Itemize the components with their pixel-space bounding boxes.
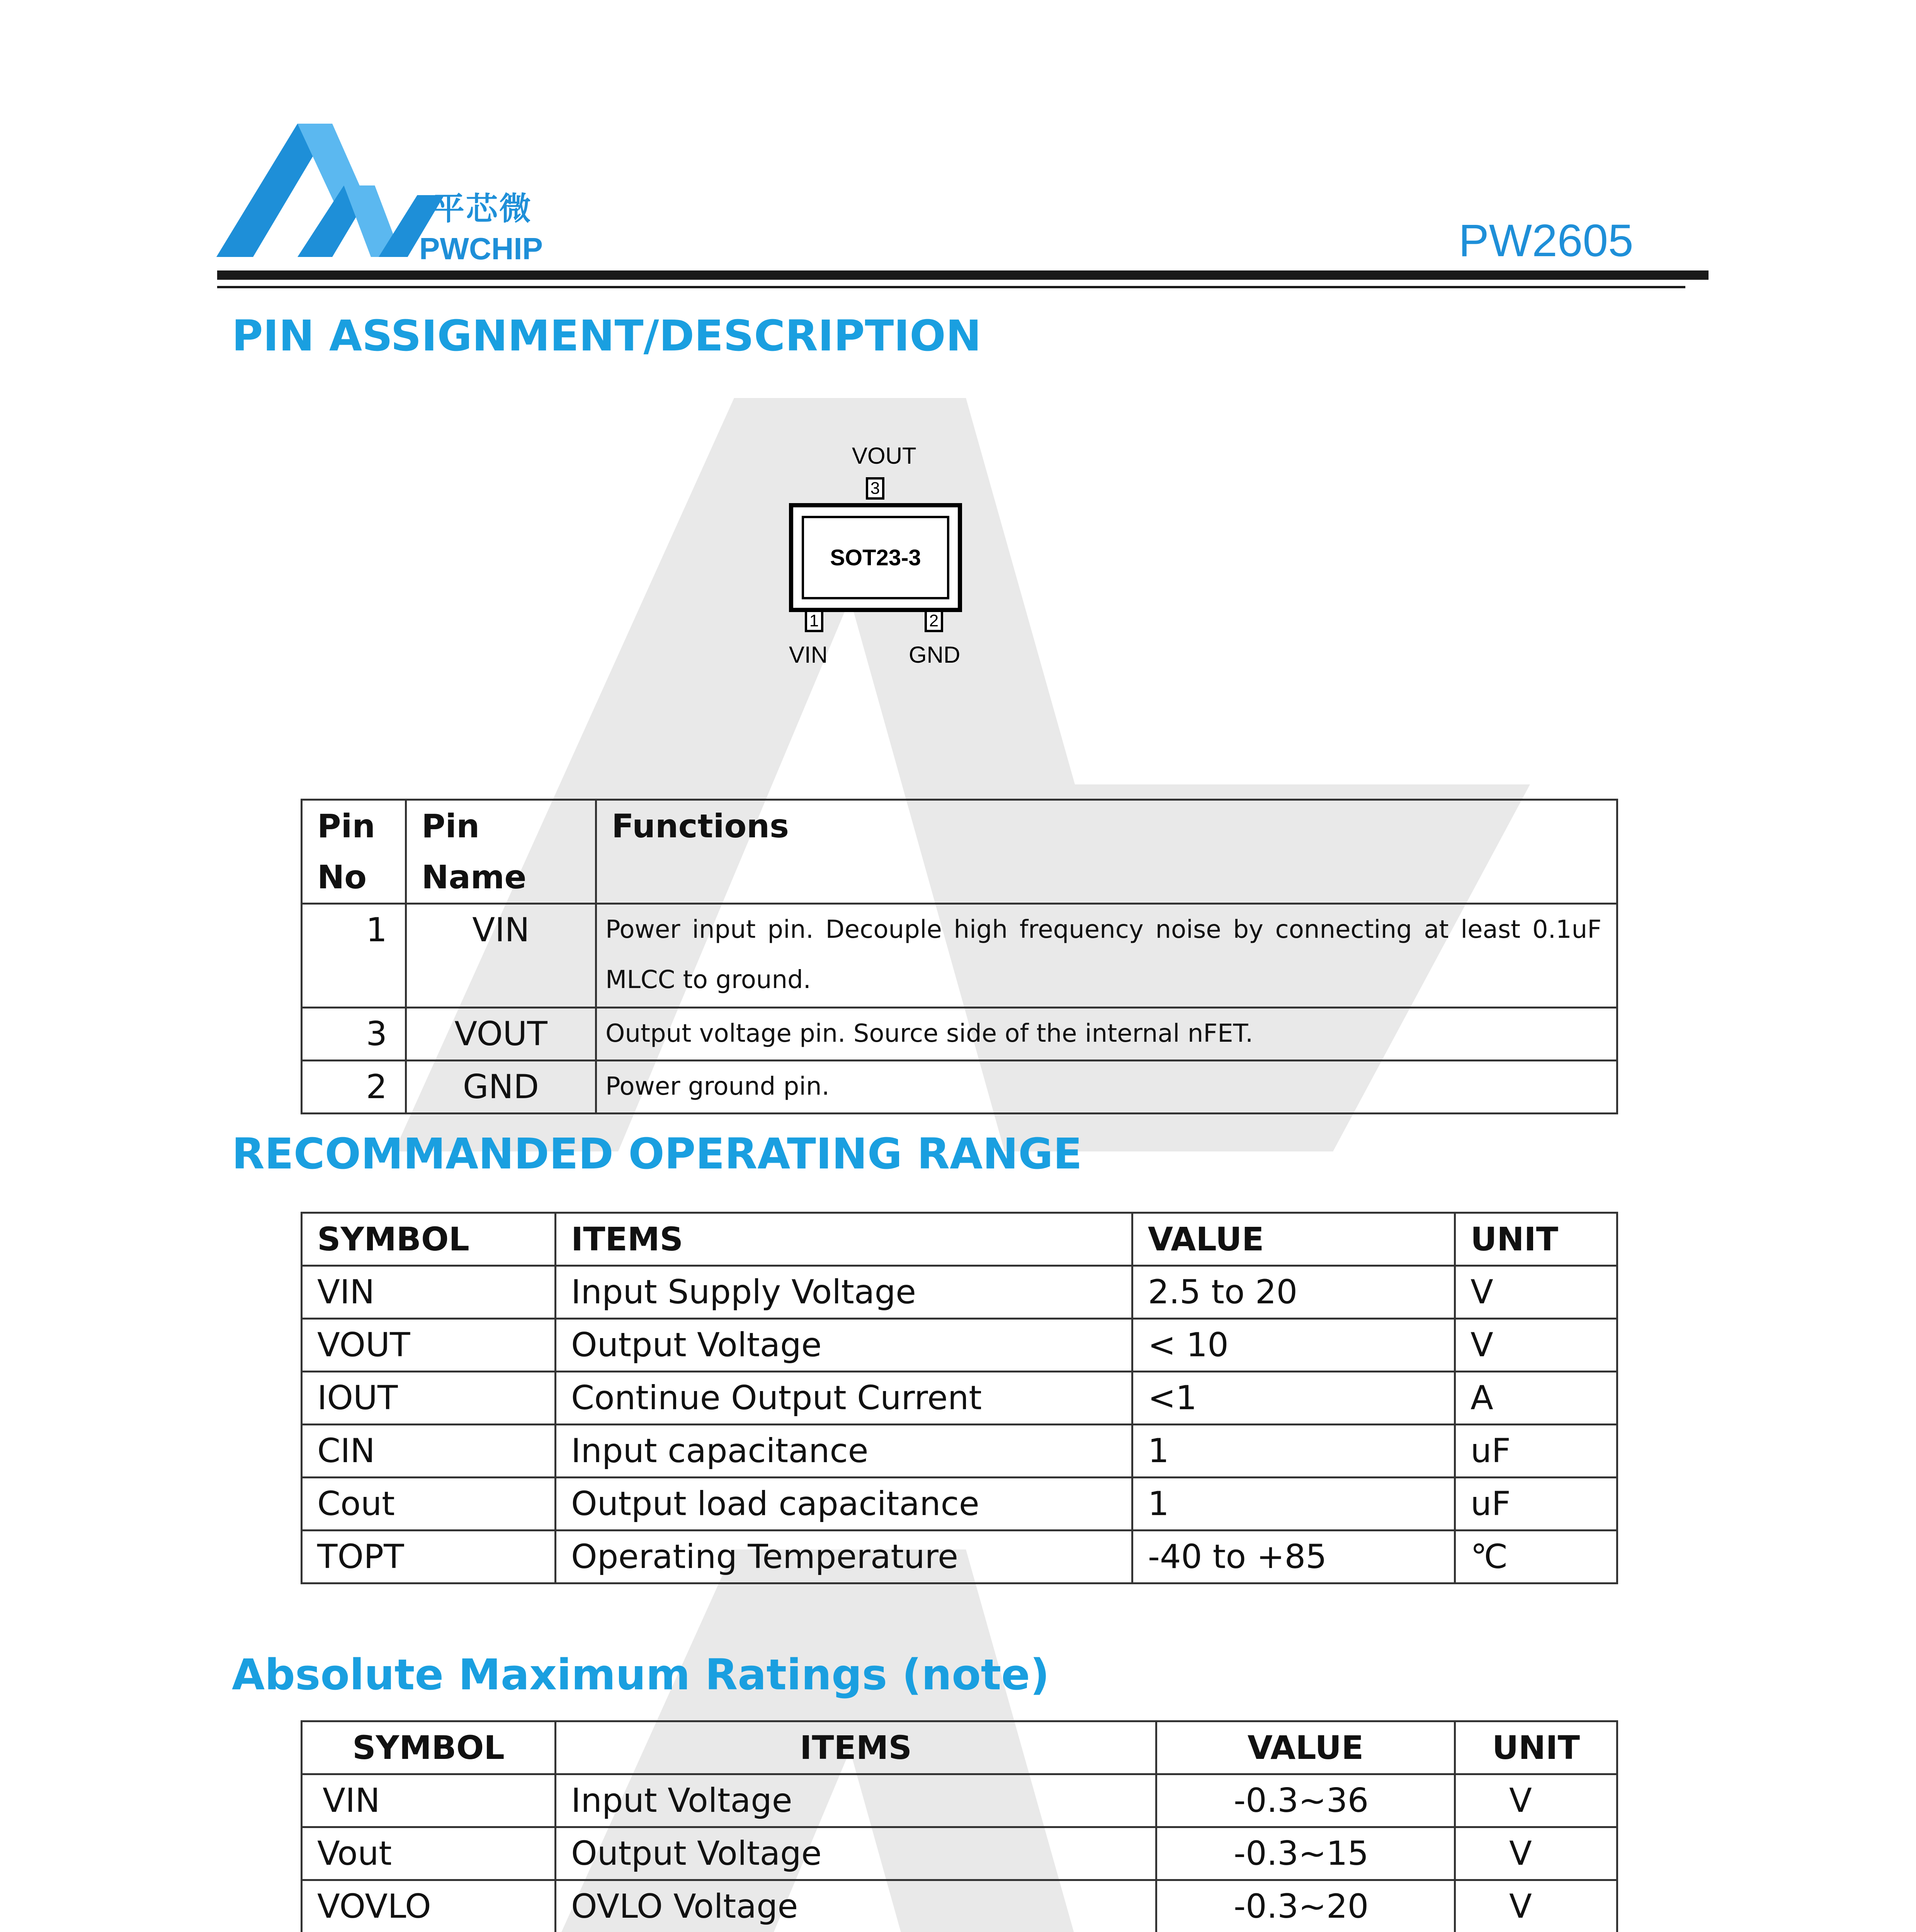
cell-value: 2.5 to 20: [1132, 1266, 1455, 1319]
header-functions: Functions: [596, 800, 1617, 904]
cell-unit: V: [1455, 1266, 1617, 1319]
pin-description-table: [301, 799, 1618, 1114]
header-divider: [217, 270, 1709, 280]
cell-value: 1: [1132, 1425, 1455, 1478]
cell-item: OVLO Voltage: [556, 1880, 1156, 1932]
cell-unit: ℃: [1455, 1531, 1617, 1583]
cell-value: -0.3~36: [1156, 1774, 1455, 1827]
pin-no: 2: [302, 1061, 406, 1114]
pin-number-3: 3: [866, 477, 884, 500]
cell-unit: V: [1455, 1827, 1617, 1880]
cell-item: Input Voltage: [556, 1774, 1156, 1827]
header-symbol: SYMBOL: [302, 1213, 556, 1266]
cell-item: Output Voltage: [556, 1827, 1156, 1880]
cell-symbol: VOVLO: [302, 1880, 556, 1932]
cell-value: <1: [1132, 1372, 1455, 1425]
pin-no: 1: [302, 904, 406, 1008]
table-header-row: [302, 1721, 1617, 1774]
pin-label-gnd: GND: [909, 642, 961, 668]
cell-value: -0.3~20: [1156, 1880, 1455, 1932]
pin-no: 3: [302, 1008, 406, 1061]
logo-english-name: PWCHIP: [419, 231, 543, 266]
table-row: [302, 1531, 1617, 1583]
header-pin-no: Pin No: [302, 800, 406, 904]
header-pin-name: Pin Name: [406, 800, 596, 904]
cell-unit: V: [1455, 1319, 1617, 1372]
package-name: SOT23-3: [802, 516, 949, 599]
cell-value: 1: [1132, 1478, 1455, 1531]
pin-name: GND: [406, 1061, 596, 1114]
pin-name: VIN: [406, 904, 596, 1008]
cell-item: Input capacitance: [556, 1425, 1132, 1478]
table-row: [302, 1061, 1617, 1114]
cell-symbol: VIN: [302, 1774, 556, 1827]
header-divider-thin: [217, 286, 1685, 288]
pin-function: Power input pin. Decouple high frequency noise by connecting at least 0.1uF MLCC to ground.: [596, 904, 1617, 1008]
table-row: [302, 1425, 1617, 1478]
pin-number-1: 1: [805, 610, 823, 632]
table-row: [302, 904, 1617, 1008]
pin-name: VOUT: [406, 1008, 596, 1061]
cell-symbol: IOUT: [302, 1372, 556, 1425]
header-symbol: SYMBOL: [302, 1721, 556, 1774]
header-value: VALUE: [1156, 1721, 1455, 1774]
sot23-package: [789, 503, 962, 612]
header-unit: UNIT: [1455, 1721, 1617, 1774]
cell-symbol: VIN: [302, 1266, 556, 1319]
cell-value: < 10: [1132, 1319, 1455, 1372]
cell-item: Input Supply Voltage: [556, 1266, 1132, 1319]
cell-unit: uF: [1455, 1478, 1617, 1531]
cell-item: Output load capacitance: [556, 1478, 1132, 1531]
cell-unit: A: [1455, 1372, 1617, 1425]
section-title-operating-range: RECOMMANDED OPERATING RANGE: [232, 1129, 1082, 1179]
absolute-maximum-ratings-table: [301, 1720, 1618, 1932]
header-unit: UNIT: [1455, 1213, 1617, 1266]
cell-unit: uF: [1455, 1425, 1617, 1478]
header-value: VALUE: [1132, 1213, 1455, 1266]
table-header-row: [302, 800, 1617, 904]
cell-value: -0.3~15: [1156, 1827, 1455, 1880]
table-row: [302, 1827, 1617, 1880]
header-items: ITEMS: [556, 1213, 1132, 1266]
cell-unit: V: [1455, 1774, 1617, 1827]
cell-symbol: VOUT: [302, 1319, 556, 1372]
pin-label-vout: VOUT: [852, 443, 916, 469]
table-row: [302, 1372, 1617, 1425]
cell-symbol: Vout: [302, 1827, 556, 1880]
cell-item: Operating Temperature: [556, 1531, 1132, 1583]
cell-item: Continue Output Current: [556, 1372, 1132, 1425]
section-title-pin-assignment: PIN ASSIGNMENT/DESCRIPTION: [232, 311, 981, 361]
cell-item: Output Voltage: [556, 1319, 1132, 1372]
part-number: PW2605: [1459, 215, 1634, 266]
cell-symbol: Cout: [302, 1478, 556, 1531]
table-row: [302, 1774, 1617, 1827]
header-items: ITEMS: [556, 1721, 1156, 1774]
pin-number-2: 2: [925, 610, 943, 632]
cell-symbol: CIN: [302, 1425, 556, 1478]
table-row: [302, 1008, 1617, 1061]
cell-unit: V: [1455, 1880, 1617, 1932]
cell-value: -40 to +85: [1132, 1531, 1455, 1583]
logo-chinese-name: 平芯微: [433, 190, 533, 227]
table-header-row: [302, 1213, 1617, 1266]
pin-function: Output voltage pin. Source side of the internal nFET.: [596, 1008, 1617, 1061]
table-row: [302, 1319, 1617, 1372]
table-row: [302, 1478, 1617, 1531]
table-row: [302, 1880, 1617, 1932]
pin-label-vin: VIN: [789, 642, 828, 668]
cell-symbol: TOPT: [302, 1531, 556, 1583]
operating-range-table: [301, 1212, 1618, 1584]
pin-function: Power ground pin.: [596, 1061, 1617, 1114]
table-row: [302, 1266, 1617, 1319]
section-title-abs-max: Absolute Maximum Ratings (note): [232, 1650, 1050, 1699]
